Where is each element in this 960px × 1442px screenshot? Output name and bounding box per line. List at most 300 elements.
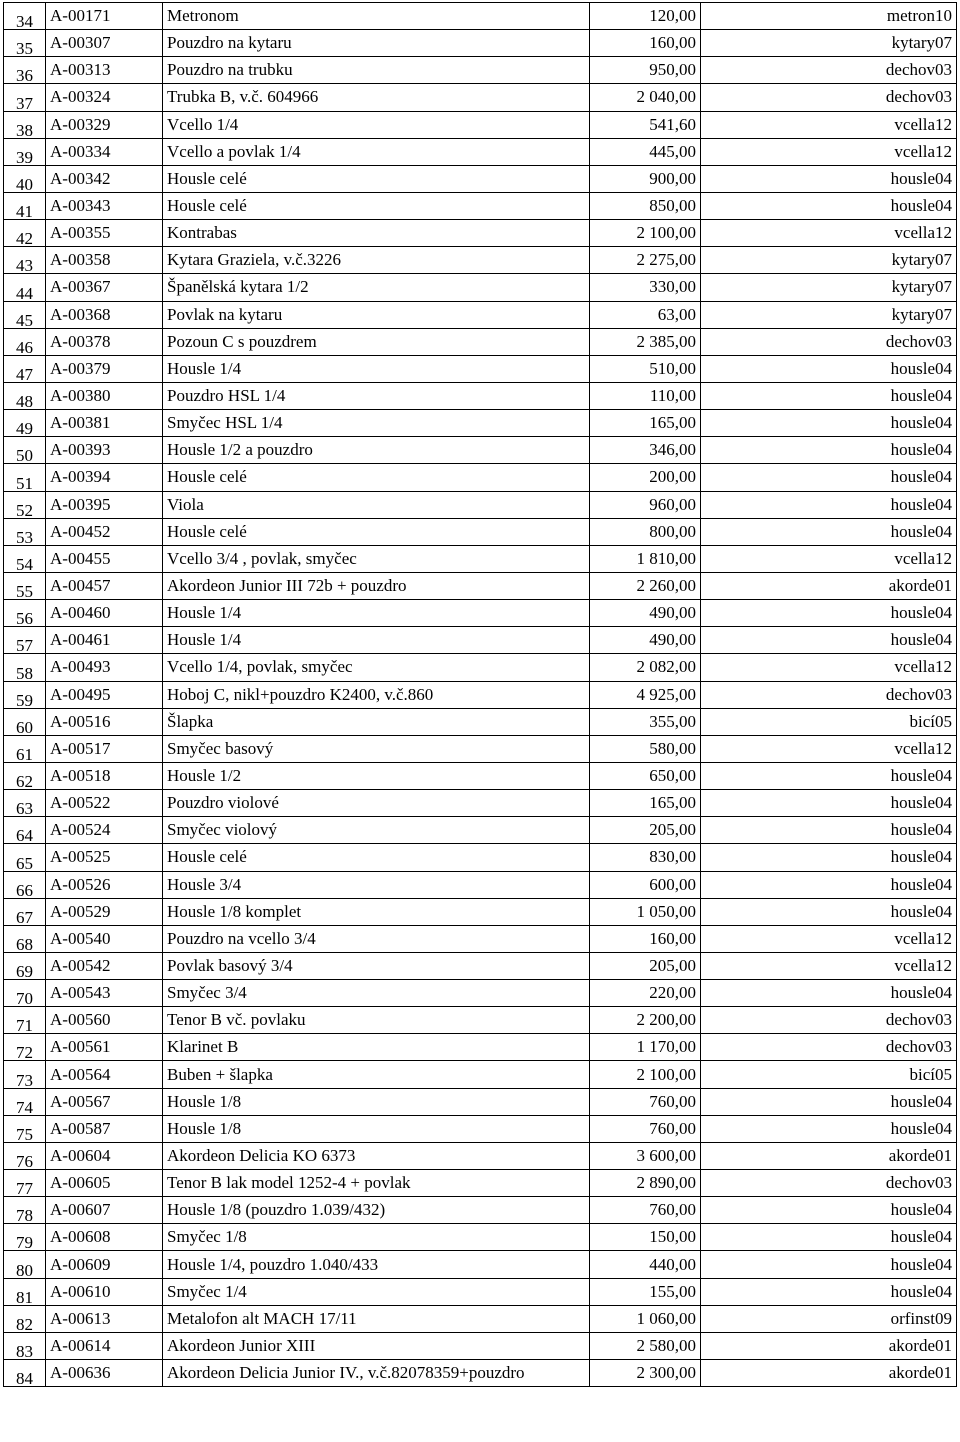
- row-number-cell: [4, 1251, 46, 1278]
- item-name-cell: Housle 1/4: [163, 600, 590, 627]
- row-number-text: 84: [16, 1369, 33, 1387]
- table-row: [4, 1197, 957, 1224]
- table-row: [4, 735, 957, 762]
- row-number-text: 79: [16, 1233, 33, 1251]
- item-code-cell: A-00343: [46, 192, 163, 219]
- item-category-cell: housle04: [701, 1115, 957, 1142]
- item-code-cell: A-00461: [46, 627, 163, 654]
- table-row: [4, 1115, 957, 1142]
- item-name-cell: Vcello 1/4, povlak, smyčec: [163, 654, 590, 681]
- item-price-cell: 650,00: [590, 762, 701, 789]
- row-number-text: 80: [16, 1260, 33, 1279]
- row-number-cell: [4, 1197, 46, 1224]
- table-row: [4, 138, 957, 165]
- item-category-cell: metron10: [701, 3, 957, 30]
- table-row: [4, 1142, 957, 1169]
- item-code-cell: A-00368: [46, 301, 163, 328]
- item-price-cell: 2 300,00: [590, 1360, 701, 1387]
- item-price-cell: 346,00: [590, 437, 701, 464]
- table-row: [4, 545, 957, 572]
- item-code-cell: A-00495: [46, 681, 163, 708]
- item-name-cell: Housle 1/4, pouzdro 1.040/433: [163, 1251, 590, 1278]
- item-name-cell: Pouzdro na trubku: [163, 57, 590, 84]
- item-category-cell: housle04: [701, 1278, 957, 1305]
- item-price-cell: 2 082,00: [590, 654, 701, 681]
- item-category-cell: housle04: [701, 1251, 957, 1278]
- item-code-cell: A-00613: [46, 1305, 163, 1332]
- item-name-cell: Vcello 3/4 , povlak, smyčec: [163, 545, 590, 572]
- item-name-cell: Povlak basový 3/4: [163, 952, 590, 979]
- row-number-cell: [4, 382, 46, 409]
- item-price-cell: 2 260,00: [590, 572, 701, 599]
- item-price-cell: 160,00: [590, 30, 701, 57]
- item-price-cell: 760,00: [590, 1197, 701, 1224]
- row-number-cell: [4, 165, 46, 192]
- row-number-cell: [4, 30, 46, 57]
- item-code-cell: A-00516: [46, 708, 163, 735]
- item-price-cell: 165,00: [590, 410, 701, 437]
- item-code-cell: A-00524: [46, 817, 163, 844]
- item-name-cell: Housle 1/2 a pouzdro: [163, 437, 590, 464]
- item-price-cell: 600,00: [590, 871, 701, 898]
- item-price-cell: 900,00: [590, 165, 701, 192]
- item-price-cell: 155,00: [590, 1278, 701, 1305]
- item-name-cell: Klarinet B: [163, 1034, 590, 1061]
- table-row: [4, 111, 957, 138]
- row-number-cell: [4, 1360, 46, 1387]
- item-category-cell: housle04: [701, 1224, 957, 1251]
- item-category-cell: vcella12: [701, 952, 957, 979]
- row-number-cell: [4, 518, 46, 545]
- item-name-cell: Housle 3/4: [163, 871, 590, 898]
- row-number-cell: [4, 572, 46, 599]
- item-code-cell: A-00457: [46, 572, 163, 599]
- row-number-cell: [4, 1061, 46, 1088]
- item-code-cell: A-00543: [46, 980, 163, 1007]
- row-number-text: 35: [16, 39, 33, 57]
- item-code-cell: A-00517: [46, 735, 163, 762]
- row-number-cell: [4, 220, 46, 247]
- item-name-cell: Tenor B lak model 1252-4 + povlak: [163, 1170, 590, 1197]
- item-name-cell: Akordeon Delicia KO 6373: [163, 1142, 590, 1169]
- item-code-cell: A-00561: [46, 1034, 163, 1061]
- row-number-text: 48: [16, 392, 33, 410]
- item-code-cell: A-00358: [46, 247, 163, 274]
- row-number-cell: [4, 762, 46, 789]
- row-number-cell: [4, 1007, 46, 1034]
- item-name-cell: Metalofon alt MACH 17/11: [163, 1305, 590, 1332]
- item-price-cell: 2 100,00: [590, 220, 701, 247]
- table-row: [4, 165, 957, 192]
- item-name-cell: Housle celé: [163, 844, 590, 871]
- item-category-cell: housle04: [701, 790, 957, 817]
- item-code-cell: A-00609: [46, 1251, 163, 1278]
- item-name-cell: Housle 1/8: [163, 1115, 590, 1142]
- item-name-cell: Housle celé: [163, 165, 590, 192]
- row-number-cell: [4, 1142, 46, 1169]
- table-row: [4, 410, 957, 437]
- table-row: [4, 1088, 957, 1115]
- item-price-cell: 63,00: [590, 301, 701, 328]
- row-number-cell: [4, 192, 46, 219]
- item-name-cell: Španělská kytara 1/2: [163, 274, 590, 301]
- row-number-cell: [4, 735, 46, 762]
- row-number-text: 55: [16, 582, 33, 600]
- item-price-cell: 760,00: [590, 1088, 701, 1115]
- item-name-cell: Akordeon Delicia Junior IV., v.č.82078359+pouzdro: [163, 1360, 590, 1387]
- row-number-text: 50: [16, 446, 33, 464]
- item-category-cell: housle04: [701, 627, 957, 654]
- row-number-cell: [4, 600, 46, 627]
- item-name-cell: Housle 1/4: [163, 627, 590, 654]
- table-row: [4, 220, 957, 247]
- table-row: [4, 1278, 957, 1305]
- item-code-cell: A-00329: [46, 111, 163, 138]
- item-category-cell: vcella12: [701, 735, 957, 762]
- item-name-cell: Pouzdro na vcello 3/4: [163, 925, 590, 952]
- item-category-cell: housle04: [701, 980, 957, 1007]
- item-category-cell: dechov03: [701, 57, 957, 84]
- row-number-cell: [4, 410, 46, 437]
- row-number-text: 69: [16, 962, 33, 980]
- item-price-cell: 205,00: [590, 817, 701, 844]
- item-name-cell: Vcello 1/4: [163, 111, 590, 138]
- row-number-text: 58: [16, 663, 33, 682]
- table-row: [4, 518, 957, 545]
- table-row: [4, 817, 957, 844]
- item-category-cell: housle04: [701, 898, 957, 925]
- item-name-cell: Smyčec 3/4: [163, 980, 590, 1007]
- item-name-cell: Housle 1/2: [163, 762, 590, 789]
- item-category-cell: housle04: [701, 762, 957, 789]
- item-price-cell: 3 600,00: [590, 1142, 701, 1169]
- item-category-cell: dechov03: [701, 84, 957, 111]
- table-row: [4, 1224, 957, 1251]
- row-number-cell: [4, 627, 46, 654]
- row-number-text: 68: [16, 934, 33, 953]
- row-number-text: 78: [16, 1206, 33, 1224]
- item-category-cell: orfinst09: [701, 1305, 957, 1332]
- table-row: [4, 952, 957, 979]
- row-number-cell: [4, 355, 46, 382]
- item-code-cell: A-00564: [46, 1061, 163, 1088]
- row-number-cell: [4, 138, 46, 165]
- row-number-text: 43: [16, 256, 33, 274]
- item-name-cell: Pouzdro HSL 1/4: [163, 382, 590, 409]
- item-name-cell: Smyčec HSL 1/4: [163, 410, 590, 437]
- item-category-cell: housle04: [701, 817, 957, 844]
- row-number-text: 34: [16, 12, 33, 30]
- item-category-cell: kytary07: [701, 274, 957, 301]
- row-number-text: 54: [16, 554, 33, 573]
- item-code-cell: A-00525: [46, 844, 163, 871]
- item-price-cell: 541,60: [590, 111, 701, 138]
- item-name-cell: Vcello a povlak 1/4: [163, 138, 590, 165]
- item-price-cell: 2 890,00: [590, 1170, 701, 1197]
- table-row: [4, 1251, 957, 1278]
- row-number-text: 67: [16, 907, 33, 926]
- item-name-cell: Housle celé: [163, 464, 590, 491]
- item-price-cell: 205,00: [590, 952, 701, 979]
- table-row: [4, 382, 957, 409]
- item-code-cell: A-00171: [46, 3, 163, 30]
- item-category-cell: vcella12: [701, 138, 957, 165]
- item-price-cell: 490,00: [590, 627, 701, 654]
- row-number-text: 70: [16, 989, 33, 1007]
- table-row: [4, 1034, 957, 1061]
- item-category-cell: akorde01: [701, 1332, 957, 1359]
- table-row: [4, 247, 957, 274]
- item-name-cell: Pozoun C s pouzdrem: [163, 328, 590, 355]
- table-row: [4, 1360, 957, 1387]
- item-code-cell: A-00560: [46, 1007, 163, 1034]
- item-code-cell: A-00542: [46, 952, 163, 979]
- table-row: [4, 871, 957, 898]
- item-name-cell: Povlak na kytaru: [163, 301, 590, 328]
- row-number-text: 51: [16, 473, 33, 492]
- row-number-text: 38: [16, 120, 33, 139]
- table-row: [4, 355, 957, 382]
- item-name-cell: Smyčec 1/8: [163, 1224, 590, 1251]
- row-number-text: 41: [16, 202, 33, 220]
- item-name-cell: Housle celé: [163, 518, 590, 545]
- item-category-cell: housle04: [701, 1088, 957, 1115]
- row-number-text: 40: [16, 174, 33, 193]
- item-price-cell: 2 580,00: [590, 1332, 701, 1359]
- table-row: [4, 301, 957, 328]
- item-category-cell: akorde01: [701, 572, 957, 599]
- row-number-text: 75: [16, 1124, 33, 1143]
- item-price-cell: 150,00: [590, 1224, 701, 1251]
- item-category-cell: housle04: [701, 491, 957, 518]
- item-category-cell: vcella12: [701, 654, 957, 681]
- item-code-cell: A-00540: [46, 925, 163, 952]
- table-row: [4, 84, 957, 111]
- item-category-cell: akorde01: [701, 1360, 957, 1387]
- item-name-cell: Tenor B vč. povlaku: [163, 1007, 590, 1034]
- item-category-cell: housle04: [701, 871, 957, 898]
- item-price-cell: 110,00: [590, 382, 701, 409]
- table-row: [4, 572, 957, 599]
- item-category-cell: dechov03: [701, 1034, 957, 1061]
- row-number-cell: [4, 3, 46, 30]
- row-number-text: 71: [16, 1016, 33, 1034]
- row-number-text: 46: [16, 337, 33, 356]
- item-name-cell: Housle 1/8 komplet: [163, 898, 590, 925]
- row-number-text: 59: [16, 690, 33, 709]
- item-price-cell: 330,00: [590, 274, 701, 301]
- row-number-cell: [4, 111, 46, 138]
- row-number-text: 42: [16, 229, 33, 247]
- item-category-cell: kytary07: [701, 301, 957, 328]
- item-price-cell: 510,00: [590, 355, 701, 382]
- item-code-cell: A-00324: [46, 84, 163, 111]
- item-category-cell: akorde01: [701, 1142, 957, 1169]
- item-code-cell: A-00607: [46, 1197, 163, 1224]
- item-code-cell: A-00381: [46, 410, 163, 437]
- table-row: [4, 980, 957, 1007]
- item-code-cell: A-00614: [46, 1332, 163, 1359]
- row-number-cell: [4, 817, 46, 844]
- item-code-cell: A-00379: [46, 355, 163, 382]
- item-name-cell: Pouzdro na kytaru: [163, 30, 590, 57]
- row-number-cell: [4, 980, 46, 1007]
- item-code-cell: A-00334: [46, 138, 163, 165]
- table-row: [4, 30, 957, 57]
- row-number-text: 61: [16, 744, 33, 763]
- item-category-cell: housle04: [701, 355, 957, 382]
- item-category-cell: vcella12: [701, 220, 957, 247]
- item-category-cell: housle04: [701, 600, 957, 627]
- item-code-cell: A-00378: [46, 328, 163, 355]
- item-category-cell: bicí05: [701, 708, 957, 735]
- row-number-cell: [4, 898, 46, 925]
- item-price-cell: 1 050,00: [590, 898, 701, 925]
- item-category-cell: vcella12: [701, 925, 957, 952]
- table-row: [4, 57, 957, 84]
- table-row: [4, 681, 957, 708]
- item-code-cell: A-00460: [46, 600, 163, 627]
- row-number-cell: [4, 681, 46, 708]
- inventory-table: [3, 2, 957, 1387]
- row-number-cell: [4, 654, 46, 681]
- item-code-cell: A-00452: [46, 518, 163, 545]
- table-row: [4, 790, 957, 817]
- row-number-text: 47: [16, 364, 33, 383]
- item-code-cell: A-00367: [46, 274, 163, 301]
- item-category-cell: housle04: [701, 464, 957, 491]
- item-code-cell: A-00604: [46, 1142, 163, 1169]
- item-name-cell: Šlapka: [163, 708, 590, 735]
- row-number-cell: [4, 952, 46, 979]
- item-category-cell: bicí05: [701, 1061, 957, 1088]
- item-code-cell: A-00395: [46, 491, 163, 518]
- item-code-cell: A-00455: [46, 545, 163, 572]
- item-category-cell: housle04: [701, 165, 957, 192]
- inventory-table-body: [4, 3, 957, 1387]
- table-row: [4, 762, 957, 789]
- table-row: [4, 600, 957, 627]
- item-category-cell: housle04: [701, 437, 957, 464]
- item-category-cell: dechov03: [701, 328, 957, 355]
- item-code-cell: A-00380: [46, 382, 163, 409]
- item-price-cell: 4 925,00: [590, 681, 701, 708]
- table-row: [4, 328, 957, 355]
- item-code-cell: A-00587: [46, 1115, 163, 1142]
- table-row: [4, 3, 957, 30]
- item-price-cell: 2 385,00: [590, 328, 701, 355]
- item-name-cell: Housle 1/8: [163, 1088, 590, 1115]
- row-number-text: 52: [16, 500, 33, 519]
- row-number-cell: [4, 328, 46, 355]
- row-number-cell: [4, 247, 46, 274]
- row-number-cell: [4, 1305, 46, 1332]
- item-price-cell: 165,00: [590, 790, 701, 817]
- item-code-cell: A-00313: [46, 57, 163, 84]
- table-row: [4, 192, 957, 219]
- row-number-text: 37: [16, 93, 33, 112]
- item-price-cell: 440,00: [590, 1251, 701, 1278]
- item-code-cell: A-00307: [46, 30, 163, 57]
- row-number-cell: [4, 274, 46, 301]
- item-code-cell: A-00610: [46, 1278, 163, 1305]
- table-row: [4, 1305, 957, 1332]
- row-number-text: 64: [16, 826, 33, 844]
- table-row: [4, 1061, 957, 1088]
- row-number-text: 77: [16, 1179, 33, 1197]
- item-name-cell: Metronom: [163, 3, 590, 30]
- item-code-cell: A-00394: [46, 464, 163, 491]
- item-price-cell: 445,00: [590, 138, 701, 165]
- row-number-cell: [4, 844, 46, 871]
- item-name-cell: Housle celé: [163, 192, 590, 219]
- item-name-cell: Kytara Graziela, v.č.3226: [163, 247, 590, 274]
- row-number-cell: [4, 790, 46, 817]
- row-number-text: 72: [16, 1043, 33, 1061]
- item-code-cell: A-00526: [46, 871, 163, 898]
- item-category-cell: dechov03: [701, 681, 957, 708]
- row-number-text: 81: [16, 1287, 33, 1306]
- item-name-cell: Trubka B, v.č. 604966: [163, 84, 590, 111]
- item-name-cell: Hoboj C, nikl+pouzdro K2400, v.č.860: [163, 681, 590, 708]
- row-number-cell: [4, 437, 46, 464]
- item-price-cell: 2 040,00: [590, 84, 701, 111]
- row-number-cell: [4, 1224, 46, 1251]
- item-price-cell: 950,00: [590, 57, 701, 84]
- row-number-cell: [4, 708, 46, 735]
- row-number-cell: [4, 1034, 46, 1061]
- table-row: [4, 1170, 957, 1197]
- table-row: [4, 274, 957, 301]
- item-price-cell: 2 200,00: [590, 1007, 701, 1034]
- table-row: [4, 708, 957, 735]
- item-code-cell: A-00529: [46, 898, 163, 925]
- row-number-text: 44: [16, 283, 33, 302]
- item-category-cell: dechov03: [701, 1007, 957, 1034]
- item-name-cell: Smyčec violový: [163, 817, 590, 844]
- item-price-cell: 2 100,00: [590, 1061, 701, 1088]
- item-name-cell: Smyčec basový: [163, 735, 590, 762]
- item-code-cell: A-00608: [46, 1224, 163, 1251]
- item-category-cell: vcella12: [701, 111, 957, 138]
- item-name-cell: Akordeon Junior XIII: [163, 1332, 590, 1359]
- item-price-cell: 850,00: [590, 192, 701, 219]
- item-code-cell: A-00518: [46, 762, 163, 789]
- row-number-cell: [4, 1170, 46, 1197]
- table-row: [4, 925, 957, 952]
- row-number-text: 56: [16, 609, 33, 627]
- row-number-cell: [4, 1332, 46, 1359]
- item-code-cell: A-00393: [46, 437, 163, 464]
- row-number-cell: [4, 1278, 46, 1305]
- row-number-cell: [4, 491, 46, 518]
- table-row: [4, 898, 957, 925]
- row-number-text: 53: [16, 527, 33, 546]
- item-category-cell: vcella12: [701, 545, 957, 572]
- row-number-cell: [4, 301, 46, 328]
- item-price-cell: 490,00: [590, 600, 701, 627]
- item-code-cell: A-00493: [46, 654, 163, 681]
- row-number-text: 63: [16, 799, 33, 817]
- row-number-text: 65: [16, 853, 33, 871]
- row-number-cell: [4, 84, 46, 111]
- item-category-cell: housle04: [701, 844, 957, 871]
- row-number-text: 66: [16, 880, 33, 899]
- row-number-text: 73: [16, 1070, 33, 1089]
- item-price-cell: 120,00: [590, 3, 701, 30]
- item-price-cell: 760,00: [590, 1115, 701, 1142]
- item-price-cell: 355,00: [590, 708, 701, 735]
